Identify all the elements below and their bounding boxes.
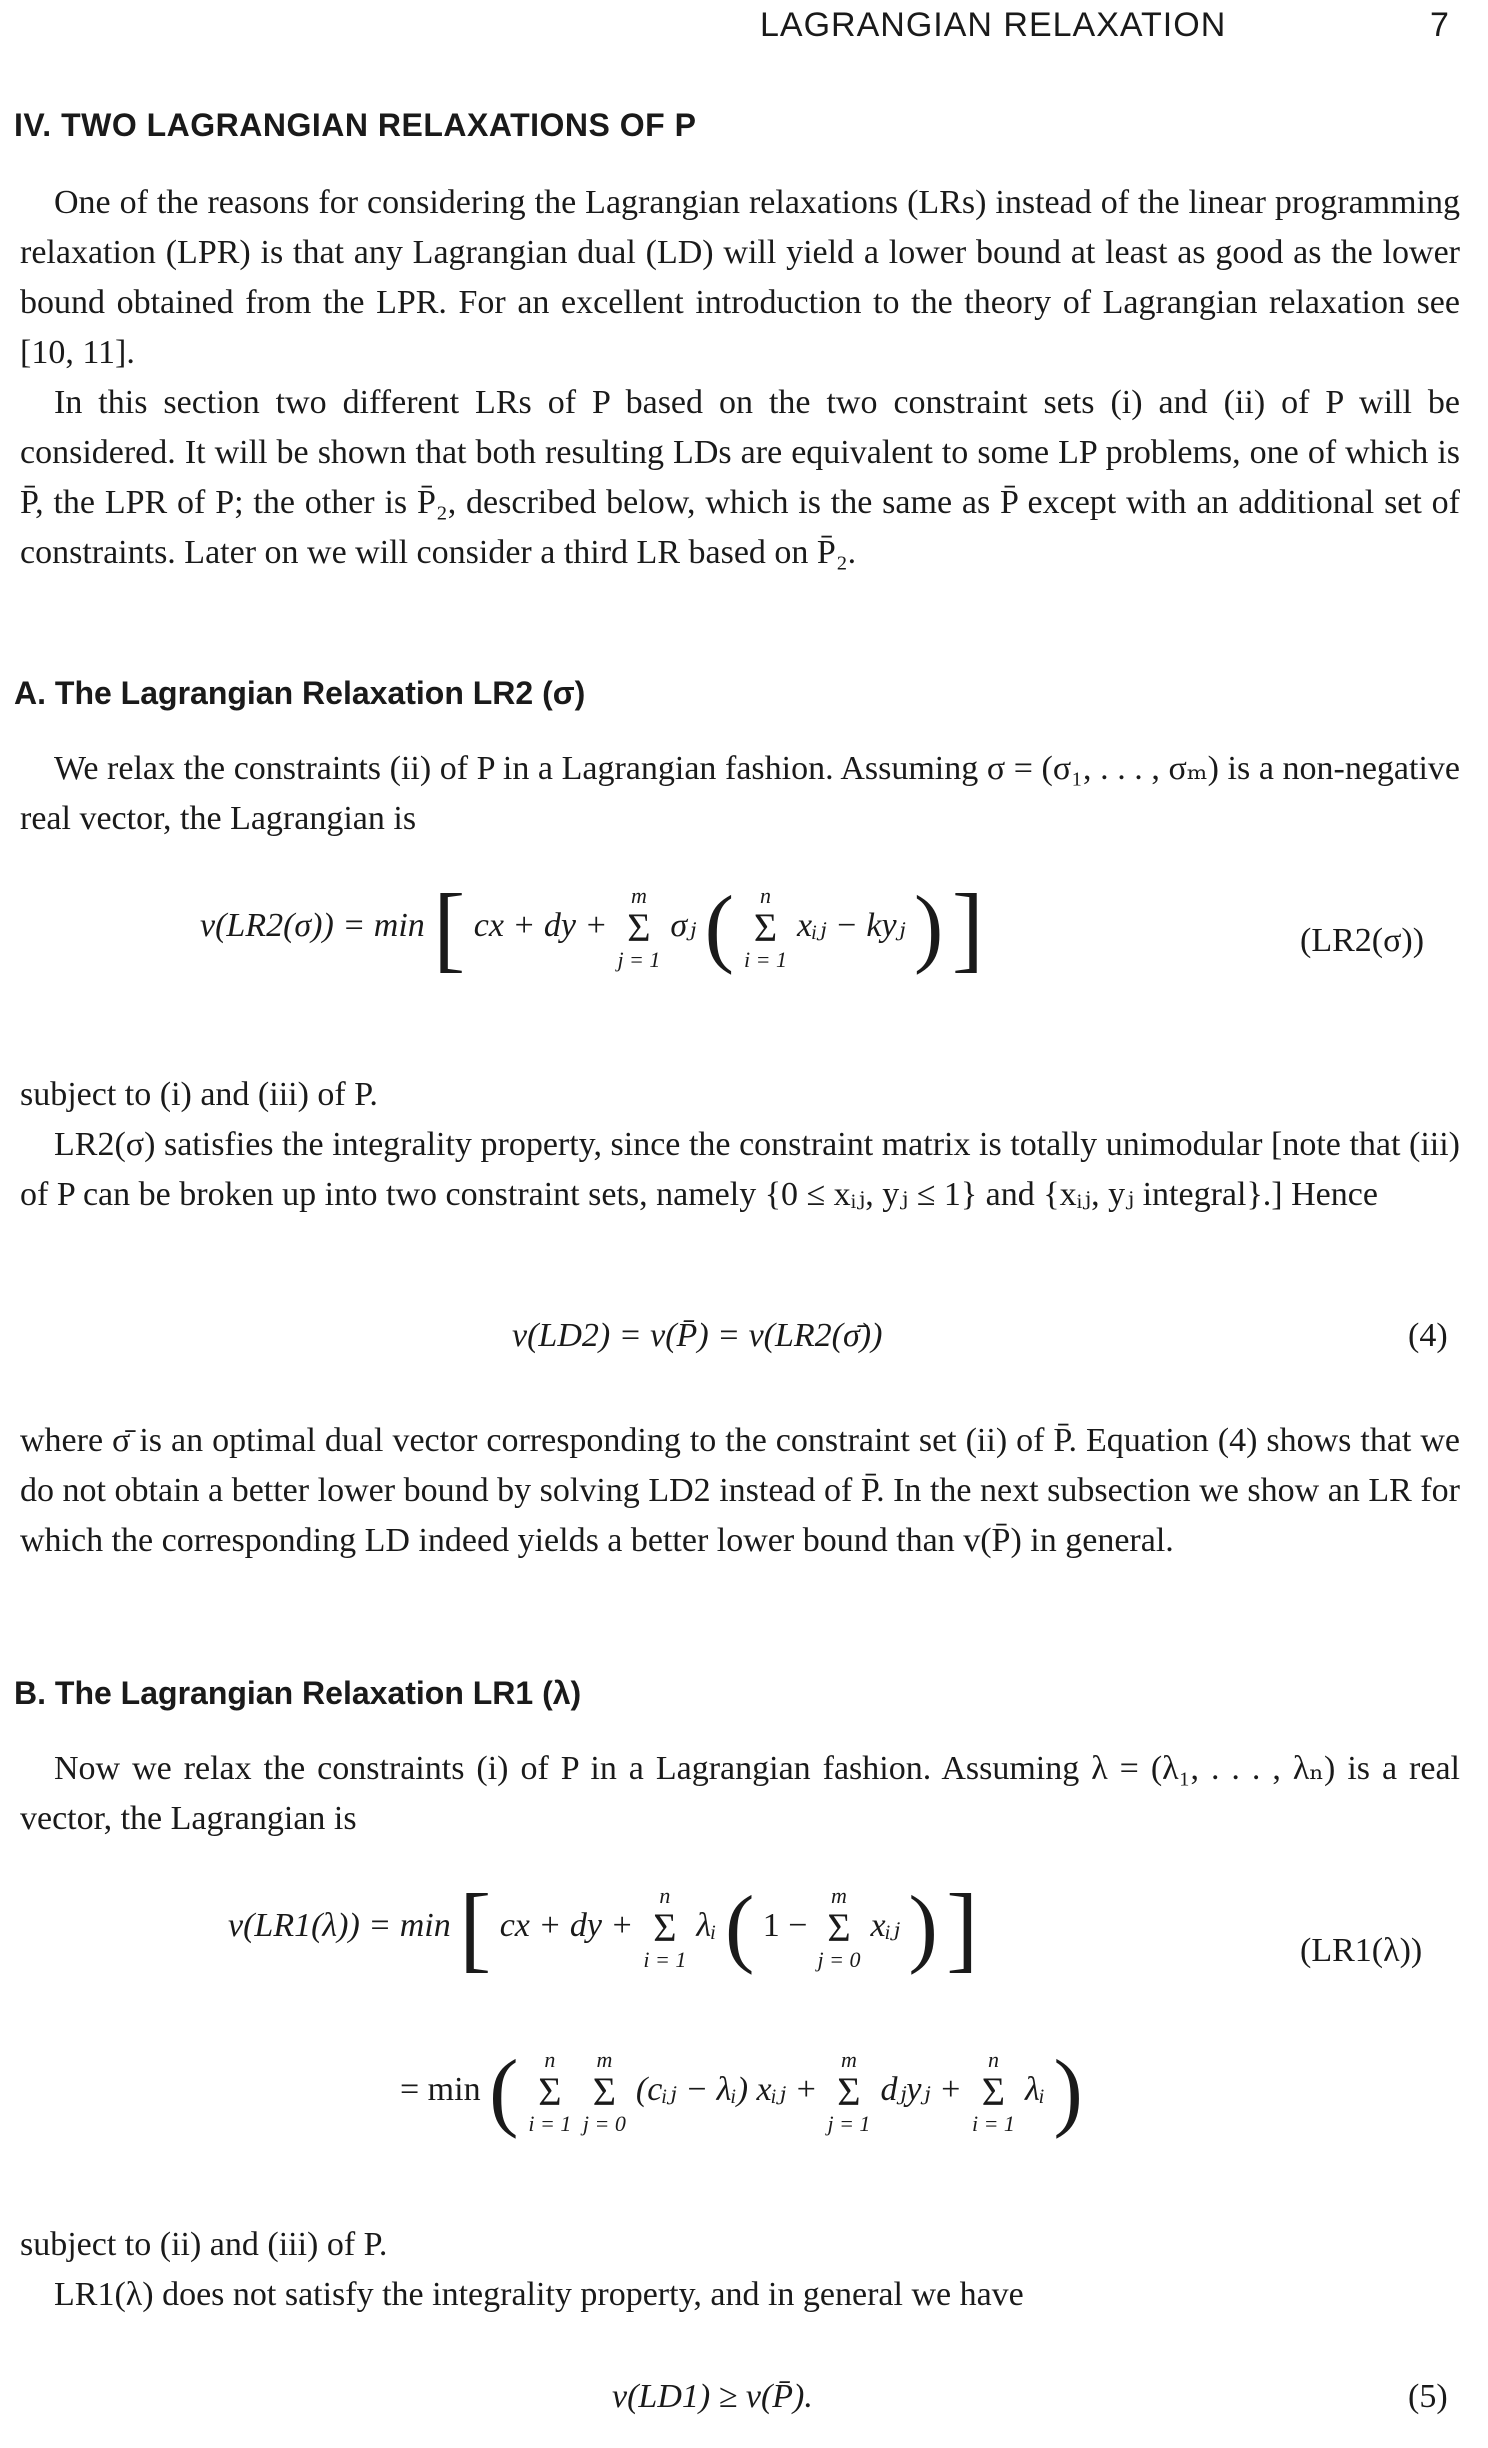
equation-lhs: = min: [400, 2070, 481, 2108]
sum-lower-limit: j = 0: [582, 2111, 626, 2136]
sum-upper-limit: m: [831, 1883, 847, 1908]
equation-4: v(LD2) = v(P̄) = v(LR2(σ̄)): [512, 1317, 883, 1354]
left-bracket: [: [459, 1874, 492, 1981]
equation-lr2: [200, 874, 984, 981]
right-paren: ): [908, 1879, 938, 1976]
equation-lhs: v(LR1(λ)) = min: [228, 1906, 451, 1944]
equation-lr1: [228, 1874, 979, 1981]
equation-term: 1 −: [762, 1906, 808, 1944]
paragraph: One of the reasons for considering the Lagrangian relaxations (LRs) instead of the linear programming relaxation (LPR) is that any Lagrangian dual (LD) will yield a lower bound at least as good as the lower bound obtained from the LPR. For an excellent introduction to the theory of Lagrangian relaxation see [10, 11].: [20, 184, 1460, 371]
left-paren: (: [704, 879, 734, 976]
sum-lower-limit: i = 1: [971, 2111, 1015, 2136]
intro-text: [20, 178, 1460, 578]
summation: [970, 2048, 1016, 2136]
sigma-symbol: Σ: [827, 1905, 851, 1950]
summation: [616, 884, 662, 972]
summation: [581, 2048, 627, 2136]
equation-tag: (LR2(σ)): [1300, 922, 1425, 959]
right-paren: ): [1053, 2043, 1083, 2140]
equation-term: xᵢⱼ: [870, 1906, 900, 1944]
left-bracket: [: [433, 874, 466, 981]
left-paren: (: [724, 1879, 755, 1976]
sigma-symbol: Σ: [753, 905, 778, 950]
equation-term: cx + dy +: [473, 906, 608, 944]
equation-tag: (4): [1408, 1317, 1448, 1354]
sum-upper-limit: m: [840, 2047, 857, 2072]
equation-lhs: v(LR2(σ)) = min: [200, 906, 425, 944]
paragraph: Now we relax the constraints (i) of P in a Lagrangian fashion. Assuming λ = (λ₁, . . . , λₙ) is a real vector, the Lagrangian is: [20, 1750, 1460, 1837]
sum-lower-limit: i = 1: [744, 947, 787, 972]
paragraph: where σ̄ is an optimal dual vector corresponding to the constraint set (ii) of P̄. Equation (4) shows that we do not obtain a better lower bound by solving LD2 instead of P̄. In the next subsection we show an LR for which the corresponding LD indeed yields a better lower bound than v(P̄) in general.: [20, 1422, 1460, 1559]
sum-upper-limit: n: [544, 2047, 556, 2072]
subsection-b-text-2: [20, 2220, 1460, 2320]
sum-upper-limit: m: [630, 883, 647, 908]
summation: [816, 1884, 862, 1972]
sigma-symbol: Σ: [837, 2069, 861, 2114]
sigma-symbol: Σ: [592, 2069, 617, 2114]
subsection-title-a: A. The Lagrangian Relaxation LR2 (σ): [14, 675, 586, 711]
equation-term: λᵢ: [696, 1906, 717, 1944]
equation-tag: (LR1(λ)): [1300, 1932, 1423, 1969]
running-head: LAGRANGIAN RELAXATION: [760, 6, 1227, 44]
sigma-symbol: Σ: [981, 2069, 1006, 2114]
sum-upper-limit: n: [759, 883, 771, 908]
page-number: 7: [1430, 6, 1449, 44]
subsection-b-text: [20, 1744, 1460, 1844]
summation: [742, 884, 788, 972]
subsection-a-text-3: [20, 1416, 1460, 1566]
sum-lower-limit: i = 1: [643, 1947, 687, 1972]
equation-term: dⱼyⱼ +: [880, 2070, 962, 2108]
subsection-a-text: [20, 744, 1460, 844]
summation: [826, 2048, 872, 2136]
equation-term: (cᵢⱼ − λᵢ) xᵢⱼ +: [635, 2070, 818, 2108]
paragraph: LR1(λ) does not satisfy the integrality property, and in general we have: [54, 2276, 1024, 2313]
right-bracket: ]: [951, 874, 984, 981]
paragraph: subject to (ii) and (iii) of P.: [20, 2226, 388, 2263]
equation-term: xᵢⱼ − kyⱼ: [796, 906, 906, 944]
sum-upper-limit: n: [659, 1883, 671, 1908]
right-paren: ): [914, 879, 944, 976]
sum-lower-limit: j = 1: [827, 2111, 871, 2136]
paragraph: In this section two different LRs of P based on the two constraint sets (i) and (ii) of P will be considered. It will be shown that both resulting LDs are equivalent to some LP problems, one of which is P̄, the LPR of P; the other is P̄₂, described below, which is the same as P̄ except with an additional set of constraints. Later on we will consider a third LR based on P̄₂.: [20, 384, 1460, 571]
subsection-a-text-2: [20, 1070, 1460, 1220]
equation-tag: (5): [1408, 2378, 1448, 2415]
equation-term: λᵢ: [1024, 2070, 1046, 2108]
sigma-symbol: Σ: [653, 1905, 677, 1950]
paragraph: LR2(σ) satisfies the integrality property, since the constraint matrix is totally unimodular [note that (iii) of P can be broken up into two constraint sets, namely {0 ≤ xᵢⱼ, yⱼ ≤ 1} and {xᵢⱼ, yⱼ integral}.] Hence: [20, 1126, 1460, 1213]
right-bracket: ]: [946, 1874, 979, 1981]
summation: [642, 1884, 688, 1972]
equation-5: v(LD1) ≥ v(P̄).: [612, 2378, 813, 2415]
sum-lower-limit: j = 1: [617, 947, 661, 972]
sigma-symbol: Σ: [627, 905, 651, 950]
sum-lower-limit: j = 0: [817, 1947, 861, 1972]
equation-term: cx + dy +: [499, 1906, 634, 1944]
sigma-symbol: Σ: [538, 2069, 562, 2114]
equation-term: σⱼ: [670, 906, 697, 944]
summation: [527, 2048, 573, 2136]
paragraph: subject to (i) and (iii) of P.: [20, 1076, 378, 1113]
section-title: IV. TWO LAGRANGIAN RELAXATIONS OF P: [14, 107, 697, 143]
sum-upper-limit: m: [596, 2047, 613, 2072]
sum-upper-limit: n: [987, 2047, 999, 2072]
paragraph: We relax the constraints (ii) of P in a Lagrangian fashion. Assuming σ = (σ₁, . . . , σₘ) is a non-negative real vector, the Lagrangian is: [20, 750, 1460, 837]
left-paren: (: [489, 2043, 519, 2140]
subsection-title-b: B. The Lagrangian Relaxation LR1 (λ): [14, 1675, 582, 1711]
sum-lower-limit: i = 1: [528, 2111, 572, 2136]
equation-lr1-expanded: [400, 2043, 1083, 2140]
